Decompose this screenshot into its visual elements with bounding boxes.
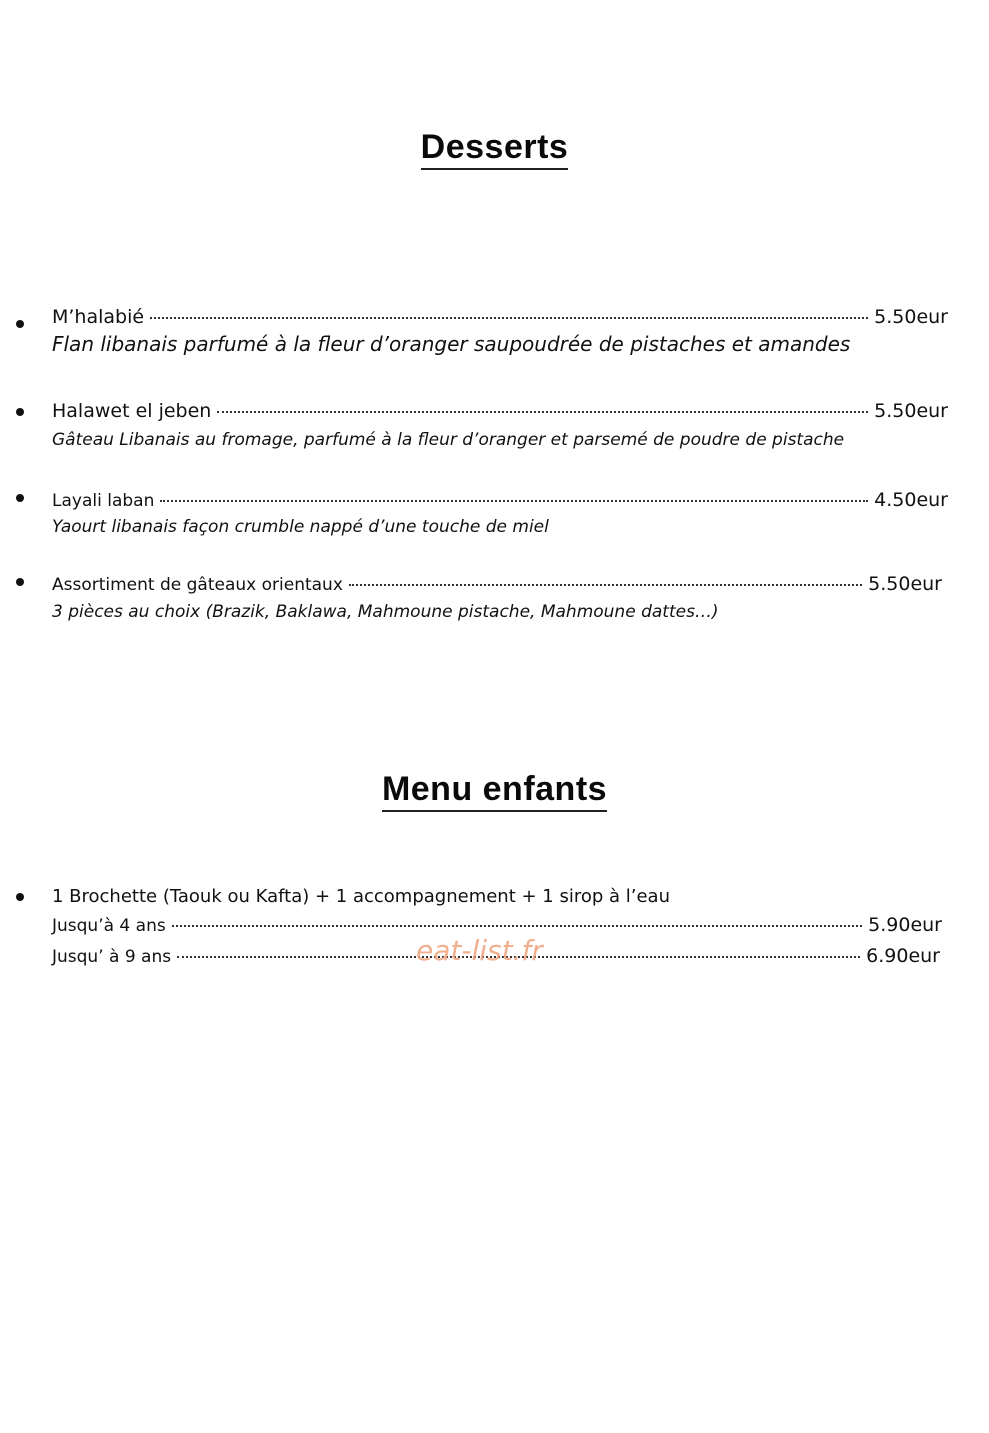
kids-menu-title-text: Menu enfants [382, 771, 607, 812]
desserts-title-text: Desserts [421, 129, 569, 170]
menu-item-row [52, 489, 948, 511]
menu-item-price: 5.50eur [874, 306, 948, 328]
dot-leader [349, 584, 862, 586]
menu-item-description: Flan libanais parfumé à la fleur d’oranger saupoudrée de pistaches et amandes [52, 332, 851, 356]
kids-menu-title [0, 770, 989, 812]
menu-item-name: Halawet el jeben [52, 400, 212, 422]
kids-menu-option-price: 5.90eur [868, 914, 942, 936]
menu-item-description: Yaourt libanais façon crumble nappé d’une touche de miel [52, 517, 549, 537]
menu-item-name: M’halabié [52, 306, 145, 328]
bullet-icon [16, 320, 24, 328]
dot-leader [172, 925, 862, 927]
kids-menu-item-text: 1 Brochette (Taouk ou Kafta) + 1 accompagnement + 1 sirop à l’eau [52, 886, 670, 907]
menu-item-name: Layali laban [52, 491, 155, 511]
bullet-icon [16, 408, 24, 416]
dot-leader [160, 500, 868, 502]
dot-leader [217, 411, 868, 413]
menu-item-price: 5.50eur [874, 400, 948, 422]
menu-item-row [52, 400, 948, 422]
menu-item-price: 4.50eur [874, 489, 948, 511]
bullet-icon [16, 494, 24, 502]
bullet-icon [16, 578, 24, 586]
watermark: eat-list.fr [416, 934, 543, 967]
kids-menu-option-row [52, 914, 942, 936]
menu-item-row [52, 306, 948, 328]
menu-item-row [52, 573, 942, 595]
menu-item-description: 3 pièces au choix (Brazik, Baklawa, Mahmoune pistache, Mahmoune dattes…) [52, 602, 719, 622]
kids-menu-option-label: Jusqu’ à 9 ans [52, 947, 172, 967]
kids-menu-option-price: 6.90eur [866, 945, 940, 967]
dot-leader [150, 317, 868, 319]
desserts-title [0, 128, 989, 170]
menu-item-price: 5.50eur [868, 573, 942, 595]
menu-item-name: Assortiment de gâteaux orientaux [52, 575, 343, 595]
menu-item-description: Gâteau Libanais au fromage, parfumé à la fleur d’oranger et parsemé de poudre de pistache [52, 430, 845, 450]
bullet-icon [16, 893, 24, 901]
kids-menu-option-label: Jusqu’à 4 ans [52, 916, 166, 936]
